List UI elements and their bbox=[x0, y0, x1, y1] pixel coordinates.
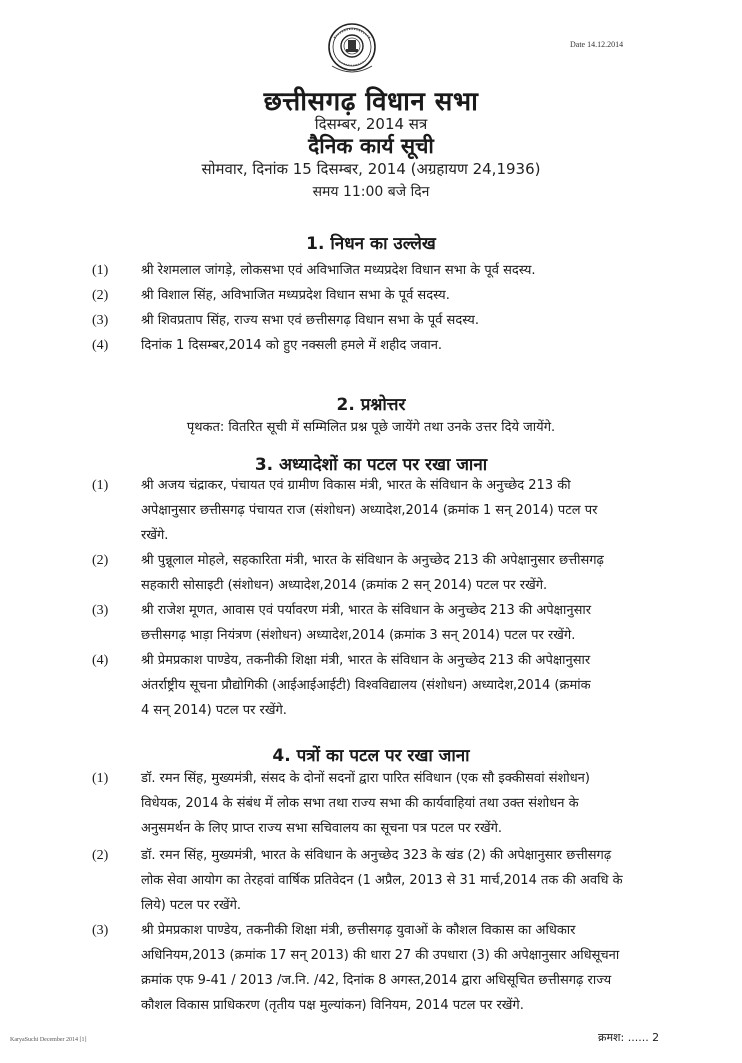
item-line: श्री प्रेमप्रकाश पाण्डेय, तकनीकी शिक्षा मंत्री, भारत के संविधान के अनुच्छेद 213 की अपेक्षानुसार bbox=[141, 653, 591, 668]
section-heading-obituary: 1. निधन का उल्लेख bbox=[306, 234, 436, 254]
item-line: लोक सेवा आयोग का तेरहवां वार्षिक प्रतिवेदन (1 अप्रैल, 2013 से 31 मार्च,2014 तक की अवधि के bbox=[141, 873, 623, 888]
item-line: अंतर्राष्ट्रीय सूचना प्रौद्योगिकी (आईआईआईटी) विश्वविद्यालय (संशोधन) अध्यादेश,2014 (क्रमांक bbox=[141, 678, 591, 693]
date-line: सोमवार, दिनांक 15 दिसम्बर, 2014 (अग्रहायण 24,1936) bbox=[201, 160, 541, 178]
footer-file-label: KaryaSuchi December 2014 [1] bbox=[10, 1037, 87, 1043]
list-item bbox=[92, 548, 692, 600]
item-line: श्री अजय चंद्राकर, पंचायत एवं ग्रामीण विकास मंत्री, भारत के संविधान के अनुच्छेद 213 की bbox=[141, 478, 571, 493]
item-number: (1) bbox=[92, 771, 109, 786]
item-number: (1) bbox=[92, 263, 109, 278]
item-line: श्री पुन्नूलाल मोहले, सहकारिता मंत्री, भारत के संविधान के अनुच्छेद 213 की अपेक्षानुसार छत्तीसगढ़ bbox=[141, 553, 604, 568]
page-subtitle: दैनिक कार्य सूची bbox=[308, 134, 434, 158]
item-line: डॉ. रमन सिंह, मुख्यमंत्री, संसद के दोनों सदनों द्वारा पारित संविधान (एक सौ इक्कीसवां संशोधन) bbox=[141, 771, 590, 786]
item-line: लिये) पटल पर रखेंगे. bbox=[141, 898, 242, 913]
section-heading-ordinances: 3. अध्यादेशों का पटल पर रखा जाना bbox=[254, 455, 488, 475]
item-number: (3) bbox=[92, 923, 109, 938]
item-text bbox=[141, 843, 701, 918]
item-line: अपेक्षानुसार छत्तीसगढ़ पंचायत राज (संशोधन) अध्यादेश,2014 (क्रमांक 1 सन् 2014) पटल पर bbox=[141, 503, 598, 518]
item-text bbox=[141, 473, 701, 548]
item-line: अनुसमर्थन के लिए प्राप्त राज्य सभा सचिवालय का सूचना पत्र पटल पर रखेंगे. bbox=[141, 821, 503, 836]
item-line: डॉ. रमन सिंह, मुख्यमंत्री, भारत के संविधान के अनुच्छेद 323 के खंड (2) की अपेक्षानुसार छत्तीसगढ़ bbox=[141, 848, 612, 863]
list-item bbox=[92, 598, 692, 650]
item-number: (2) bbox=[92, 848, 109, 863]
item-text: श्री विशाल सिंह, अविभाजित मध्यप्रदेश विधान सभा के पूर्व सदस्य. bbox=[141, 288, 450, 303]
list-item bbox=[92, 648, 692, 726]
page-title: छत्तीसगढ़ विधान सभा bbox=[263, 87, 479, 117]
item-number: (2) bbox=[92, 288, 109, 303]
item-number: (1) bbox=[92, 478, 109, 493]
item-number: (4) bbox=[92, 653, 109, 668]
item-text: श्री शिवप्रताप सिंह, राज्य सभा एवं छत्तीसगढ़ विधान सभा के पूर्व सदस्य. bbox=[141, 313, 479, 328]
item-line: अधिनियम,2013 (क्रमांक 17 सन् 2013) की धारा 27 की उपधारा (3) की अपेक्षानुसार अधिसूचना bbox=[141, 948, 620, 963]
item-line: क्रमांक एफ 9-41 / 2013 /ज.नि. /42, दिनांक 8 अगस्त,2014 द्वारा अधिसूचित छत्तीसगढ़ राज्य bbox=[141, 973, 612, 988]
list-item bbox=[92, 473, 692, 551]
session-label: दिसम्बर, 2014 सत्र bbox=[314, 115, 428, 133]
item-line: 4 सन् 2014) पटल पर रखेंगे. bbox=[141, 703, 287, 718]
section-heading-papers: 4. पत्रों का पटल पर रखा जाना bbox=[272, 746, 470, 766]
item-line: छत्तीसगढ़ भाड़ा नियंत्रण (संशोधन) अध्यादेश,2014 (क्रमांक 3 सन् 2014) पटल पर रखेंगे. bbox=[141, 628, 576, 643]
date-stamp: Date 14.12.2014 bbox=[570, 40, 624, 49]
continued-label: क्रमश: ...... 2 bbox=[598, 1031, 660, 1044]
item-line: श्री राजेश मूणत, आवास एवं पर्यावरण मंत्री, भारत के संविधान के अनुच्छेद 213 की अपेक्षानुसार bbox=[141, 603, 592, 618]
section-heading-questions: 2. प्रश्नोत्तर bbox=[336, 395, 406, 415]
item-text: श्री रेशमलाल जांगड़े, लोकसभा एवं अविभाजित मध्यप्रदेश विधान सभा के पूर्व सदस्य. bbox=[141, 263, 536, 278]
section-text: पृथकत: वितरित सूची में सम्मिलित प्रश्न पूछे जायेंगे तथा उनके उत्तर दिये जायेंगे. bbox=[186, 420, 556, 435]
item-text bbox=[141, 918, 701, 1018]
item-number: (2) bbox=[92, 553, 109, 568]
assembly-seal-icon bbox=[327, 22, 377, 76]
item-number: (3) bbox=[92, 313, 109, 328]
item-text bbox=[141, 766, 701, 841]
time-line: समय 11:00 बजे दिन bbox=[312, 184, 430, 200]
item-line: श्री प्रेमप्रकाश पाण्डेय, तकनीकी शिक्षा मंत्री, छत्तीसगढ़ युवाओं के कौशल विकास का अधिकार bbox=[141, 923, 576, 938]
item-line: कौशल विकास प्राधिकरण (तृतीय पक्ष मुल्यांकन) विनियम, 2014 पटल पर रखेंगे. bbox=[141, 998, 524, 1013]
list-item bbox=[92, 918, 692, 1022]
item-number: (3) bbox=[92, 603, 109, 618]
item-line: सहकारी सोसाइटी (संशोधन) अध्यादेश,2014 (क्रमांक 2 सन् 2014) पटल पर रखेंगे. bbox=[141, 578, 548, 593]
list-item bbox=[92, 766, 692, 844]
item-text bbox=[141, 648, 701, 723]
list-item bbox=[92, 843, 692, 921]
item-text bbox=[141, 548, 701, 598]
item-line: विधेयक, 2014 के संबंध में लोक सभा तथा राज्य सभा की कार्यवाहियां तथा उक्त संशोधन के bbox=[141, 796, 579, 811]
item-number: (4) bbox=[92, 338, 109, 353]
item-text: दिनांक 1 दिसम्बर,2014 को हुए नक्सली हमले में शहीद जवान. bbox=[141, 338, 443, 353]
item-text bbox=[141, 598, 701, 648]
item-line: रखेंगे. bbox=[141, 528, 169, 543]
